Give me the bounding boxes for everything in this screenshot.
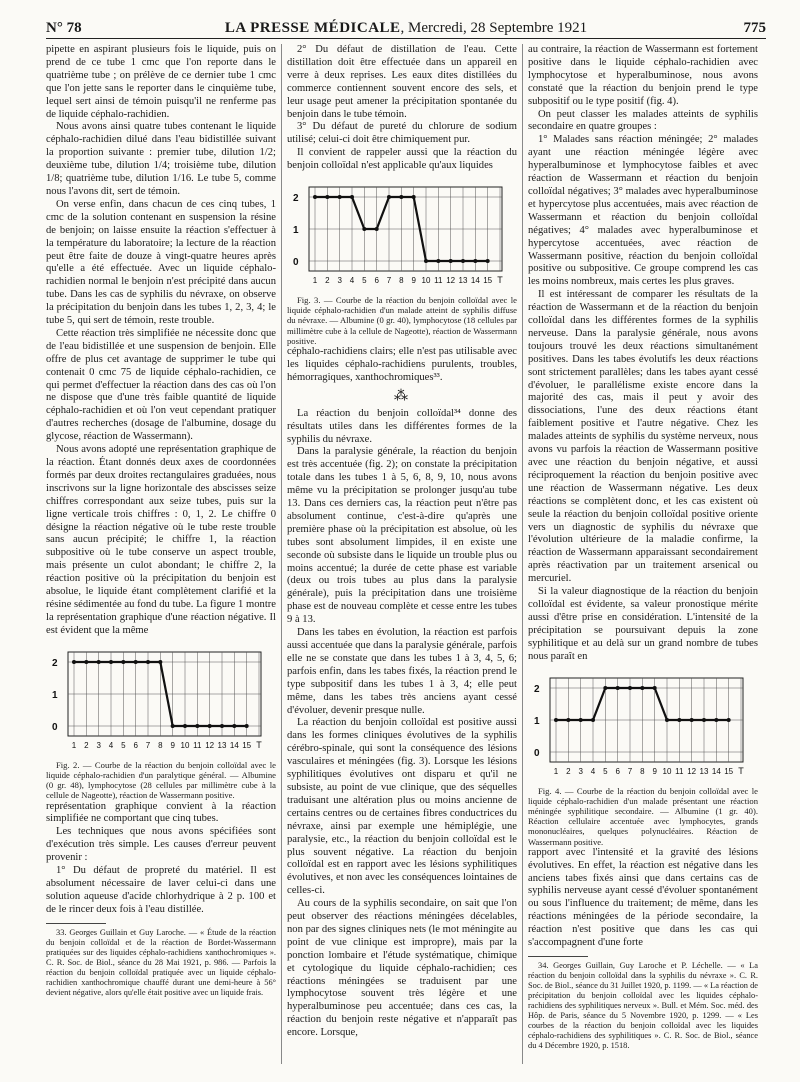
figure-2 [46, 644, 276, 756]
x-tick-label: 11 [675, 766, 684, 776]
paragraph: 1° Du défaut de propreté du matériel. Il est absolument nécessaire de laver celui-ci dans une solution aqueuse d'acide chlorhydrique à 2 p. 100 et de le rincer deux fois à l'eau distillée. [46, 865, 276, 915]
data-point [640, 686, 644, 690]
data-point [171, 724, 175, 728]
x-tick-label: 14 [711, 766, 721, 776]
y-tick-label: 1 [293, 225, 299, 237]
x-tick-label: 15 [242, 740, 252, 750]
x-tick-label: 13 [699, 766, 709, 776]
x-tick-label: 14 [470, 276, 480, 286]
paragraph: On verse enfin, dans chacun de ces cinq tubes, 1 cmc de la solution contenant en suspension la résine de benjoin; on laisse ensuite la réaction s'effectuer à la température du laboratoire; la lecture de la réaction peut être faite de douze à vingt-quatre heures après qu'elle a été effectuée. Avec un liquide céphalo-rachidien normal le benjoin n'est précipité dans aucun tube. Dans les cas de syphilis du névraxe, on observe la précipitation du benjoin dans les tubes 1, 2, 3, 4; le tube 5, qui sert de témoin, reste trouble. [46, 198, 276, 327]
paragraph: La réaction du benjoin colloïdal est positive aussi dans les formes cliniques évolutives de la syphilis cérébro-spinale, qui sont la conséquence des lésions vasculaires et méningées (fig. 3). Lorsque les lésions syphilitiques évolutives ont disparu et qu'il ne subsiste, au point de vue clinique, que des séquelles traduisant une altération plus ou moins ancienne de certains centres ou de certaines fibres conductrices du névraxe, ainsi par exemple une hémiplégie, une paralysie, etc., la réaction du benjoin colloïdal est le plus souvent négative. La réaction du benjoin colloïdal est en rapport avec les lésions syphilitiques évolutives, et non avec les conséquences lointaines de celles-ci. [287, 717, 517, 897]
paragraph: Dans les tabes en évolution, la réaction est parfois aussi accentuée que dans la paralysie générale, parfois elle ne se constate que dans les tubes 1 à 3, 4, 5, 6; parfois enfin, dans les tabes fixés, la réaction prend le type subpositif dans les tubes 1 à 3, 4; elle peut même, dans les tabes très anciens ayant cessé d'évoluer, devenir presque nulle. [287, 627, 518, 716]
column-separator [281, 44, 282, 1064]
y-tick-label: 0 [534, 747, 540, 759]
page-header [46, 14, 766, 40]
data-point [245, 724, 249, 728]
data-point [591, 718, 595, 722]
data-point [72, 660, 76, 664]
x-tick-label: 3 [578, 766, 583, 776]
x-tick-label: 1 [553, 766, 559, 776]
figure-2-chart [46, 644, 276, 756]
paragraph: 3° Du défaut de pureté du chlorure de sodium utilisé; celui-ci doit être chimiquement pur. [287, 121, 517, 146]
data-point [461, 259, 465, 263]
data-point [158, 660, 162, 664]
data-point [134, 660, 138, 664]
paragraph: Dans la paralysie générale, la réaction du benjoin est très accentuée (fig. 2); on constate la précipitation totale dans les tubes 1 à 5, 6, 8, 9, 10, nous avons même vu la précipitation se prolonger jusqu'au tube 13. Dans ces derniers cas, la réaction peut n'être pas absolument continue, c'est-à-dire qu'après une première phase où la précipitation est absolue, où les tubes sont absolument limpides, il en existe une seconde où subsiste dans le liquide un trouble plus ou moins accentué; la durée de cette phase est variable (deux ou trois tubes au plus dans la paralysie générale), puis la précipitation dans une troisième phase est de nouveau complète et cesse entre les tubes 9 à 13. [287, 446, 517, 626]
y-tick-label: 1 [52, 689, 58, 701]
data-point [424, 259, 428, 263]
x-tick-label: 8 [399, 276, 404, 286]
x-tick-label: 5 [603, 766, 608, 776]
data-point [665, 718, 669, 722]
x-tick-label: 2 [566, 766, 571, 776]
x-tick-label-control: T [497, 275, 503, 286]
data-point [690, 718, 694, 722]
x-tick-label: 12 [687, 766, 697, 776]
x-tick-label: 14 [229, 740, 239, 750]
x-tick-label: 4 [108, 740, 114, 750]
data-point [702, 718, 706, 722]
paragraph: 2° Du défaut de distillation de l'eau. Cette distillation doit être effectuée dans un appareil en verre à deux reprises. Les eaux dites distillées du commerce contiennent souvent encore des sels, et leur usage peut amener la précipitation spontanée du benjoin dans le tube témoin. [287, 44, 517, 120]
x-tick-label: 13 [217, 740, 227, 750]
x-tick-label: 12 [446, 276, 456, 286]
y-tick-label: 2 [293, 193, 299, 205]
x-tick-label: 5 [121, 740, 126, 750]
data-point [338, 195, 342, 199]
x-tick-label: 4 [349, 276, 355, 286]
page-number: 775 [743, 20, 766, 36]
paragraph: Cette réaction très simplifiée ne nécessite donc que de l'eau bidistillée et une suspension de benjoin. Elle offre de plus cet avantage de supprimer le tube qui contenait 0 cmc 75 de liquide céphalo-rachidien, ce qui permet d'effectuer la réaction dans des cas où l'on ne dispose que d'une très faible quantité de liquide céphalo-rachidien et où l'on veut cependant pratiquer d'autres recherches (dosage de l'albumine, dosage du glycose, réaction de Wassermann). [46, 327, 276, 443]
y-tick-label: 0 [293, 257, 299, 269]
data-point [84, 660, 88, 664]
data-point [121, 660, 125, 664]
figure-3-chart [287, 179, 517, 291]
paragraph: Nous avons adopté une représentation graphique de la réaction. Étant donnés deux axes de coordonnées formés par deux droites rectangulaires graduées, nous inscrivons sur la ligne horizontale des abscisses seize chiffres correspondant aux seize tubes, puis sur la ligne verticale trois chiffres : 0, 1, 2. Le chiffre 0 désigne la réaction négative où le tube reste trouble sans aucun précipité; le chiffre 1, la réaction subpositive où le tube conserve un aspect trouble, mais présente un culot abondant; le chiffre 2, la réaction positive où la précipitation du benjoin est absolue, le liquide étant complètement clarifié et la résine sédimentée au fond du tube. La figure 1 montre la représentation graphique d'une réaction négative. Il est évident que la même [46, 444, 276, 636]
data-point [208, 724, 212, 728]
x-tick-label: 10 [421, 276, 431, 286]
paragraph: La réaction du benjoin colloïdal³⁴ donne des résultats utiles dans les différentes formes de la syphilis du névraxe. [287, 407, 517, 445]
x-tick-label: 6 [615, 766, 620, 776]
x-tick-label: 4 [590, 766, 596, 776]
data-point [362, 227, 366, 231]
x-tick-label: 10 [180, 740, 190, 750]
y-tick-label: 1 [534, 715, 540, 727]
data-point [554, 718, 558, 722]
x-tick-label: 11 [434, 276, 443, 286]
y-tick-label: 2 [534, 683, 540, 695]
x-tick-label: 8 [158, 740, 163, 750]
x-tick-label: 13 [458, 276, 468, 286]
column-separator [522, 44, 523, 1064]
x-tick-label: 6 [374, 276, 379, 286]
data-point [603, 686, 607, 690]
y-tick-label: 2 [52, 657, 58, 669]
x-tick-label: 7 [145, 740, 151, 750]
x-tick-label: 2 [325, 276, 330, 286]
data-point [220, 724, 224, 728]
x-tick-label: 15 [483, 276, 493, 286]
figure-2-caption: Fig. 2. — Courbe de la réaction du benjoin colloïdal avec le liquide céphalo-rachidien d'un paralytique général. — Albumine (0 gr. 48), lymphocytose (28 cellules par millimètre cube à la cellule de Nageotte), réaction de Wassermann positive. [46, 759, 276, 801]
paragraph: céphalo-rachidiens clairs; elle n'est pas utilisable avec les liquides céphalo-rachidiens purulents, troubles, hémorragiques, xanthochromiques³³. [287, 346, 517, 383]
data-point [387, 195, 391, 199]
x-tick-label: 15 [724, 766, 734, 776]
x-tick-label: 7 [627, 766, 633, 776]
data-point [566, 718, 570, 722]
data-point [97, 660, 101, 664]
paragraph: rapport avec l'intensité et la gravité des lésions évolutives. En effet, la réaction est négative dans les anciens tabes fixés ainsi que dans certains cas de syphilis nerveuse ayant cessé d'évoluer spontanément ou sous l'influence du traitement; de même, dans les réactions méningées de la période secondaire, la réaction n'est positive que dans les cas qui s'accompagnent d'une forte [528, 846, 758, 949]
x-tick-label: 3 [337, 276, 342, 286]
section-asterism: ⁂ [394, 388, 410, 404]
data-point [325, 195, 329, 199]
figure-4-caption: Fig. 4. — Courbe de la réaction du benjoin colloïdal avec le liquide céphalo-rachidien d'un malade présentant une réaction méningée syphilitique secondaire. — Albumine (1 gr. 40). Réaction cellulaire accentuée avec lymphocytes, grands mononucléaires, quelques polynucléaires. Réaction de Wassermann positive. [528, 785, 758, 847]
x-tick-label: 1 [312, 276, 318, 286]
paragraph: On peut classer les malades atteints de syphilis secondaire en quatre groupes : [528, 108, 758, 133]
data-point [195, 724, 199, 728]
x-tick-label-control: T [738, 765, 744, 776]
paragraph: Les techniques que nous avons spécifiées sont d'exécution très simple. Les causes d'erreur peuvent provenir : [46, 826, 276, 864]
paragraph: Il est intéressant de comparer les résultats de la réaction de Wassermann et de la réaction du benjoin colloïdal dans les différentes formes de la syphilis nerveuse. Dans la paralysie générale, nous avons toujours trouvé les deux réactions simultanément positives. Dans les tabes évolutifs les deux réactions sont strictement parallèles; dans les tabes ayant cessé d'évoluer, le parallélisme existe encore dans la majorité des cas, mais il peut y avoir des dissociations, l'une des deux réactions étant faiblement positive et l'autre négative. Chez les malades atteints de syphilis du système nerveux, nous avons vu parfois la réaction de Wassermann positive avec une réaction du benjoin négative, et aussi réciproquement la réaction du benjoin positive avec une réaction de Wassermann négative. Les deux réactions se complètent donc, et les cas existent où seule la réaction du benjoin colloïdal positive oriente vers un diagnostic de syphilis du névraxe que l'évolution ultérieure de la maladie confirme, la réaction de Wassermann apparaissant secondairement après réactivation par un traitement arsenical ou mercuriel. [528, 289, 758, 585]
journal-masthead [46, 20, 766, 37]
x-tick-label: 7 [386, 276, 392, 286]
data-point [350, 195, 354, 199]
x-tick-label: 1 [71, 740, 77, 750]
x-tick-label: 9 [652, 766, 657, 776]
x-tick-label: 11 [193, 740, 202, 750]
x-tick-label: 9 [170, 740, 175, 750]
data-point [399, 195, 403, 199]
x-tick-label: 6 [133, 740, 138, 750]
data-point [412, 195, 416, 199]
data-point [616, 686, 620, 690]
x-tick-label: 3 [96, 740, 101, 750]
paragraph: Si la valeur diagnostique de la réaction du benjoin colloïdal est évidente, sa valeur pronostique mérite aussi d'être prise en considération. L'intensité de la précipitation se poursuivant depuis la zone syphilitique et au delà sur un grand nombre de tubes nous paraît en [528, 586, 758, 662]
paragraph: Il convient de rappeler aussi que la réaction du benjoin colloïdal n'est applicable qu'aux liquides [287, 147, 517, 172]
figure-3-caption: Fig. 3. — Courbe de la réaction du benjoin colloïdal avec le liquide céphalo-rachidien d'un malade atteint de syphilis diffuse du névraxe. — Albumine (0 gr. 40), lymphocytose (18 cellules par millimètre cube à la cellule de Nageotte), réaction de Wassermann positive. [287, 295, 517, 346]
paragraph: Au cours de la syphilis secondaire, on sait que l'on peut observer des réactions méningées décelables, non par des signes cliniques nets (le mot méningite au point de vue clinique est impropre), mais par la ponction lombaire et l'étude systématique, chimique et cytologique du liquide céphalo-rachidien; ces réactions méningées se traduisent par une lymphocytose souvent très légère et une hyperalbuminose peu accentuée; dans ces cas, la réaction du benjoin reste négative et n'apparaît pas encore. Lorsque, [287, 898, 517, 1039]
data-point [579, 718, 583, 722]
issue-date: , Mercredi, 28 Septembre 1921 [400, 20, 588, 36]
x-tick-label: 8 [640, 766, 645, 776]
data-point [677, 718, 681, 722]
x-tick-label-control: T [256, 739, 262, 750]
x-tick-label: 2 [84, 740, 89, 750]
paragraph: Nous avons ainsi quatre tubes contenant le liquide céphalo-rachidien dilué dans l'eau bidistillée suivant la proportion suivante : premier tube, dilution 1/2; deuxième tube, dilution 1/4; troisième tube, dilution 1/8; quatrième tube, dilution 1/16. Le tube 5, comme nous l'avons dit, sert de témoin. [46, 121, 276, 197]
data-point [313, 195, 317, 199]
paragraph: au contraire, la réaction de Wassermann est fortement positive dans le liquide céphalo-rachidien avec lymphocytose et hyperalbuminose, nous avons constaté que la réaction du benjoin prend le type subpositif ou le type positif (fig. 4). [528, 44, 758, 107]
data-point [146, 660, 150, 664]
data-point [449, 259, 453, 263]
figure-4-chart [528, 670, 758, 782]
data-point [473, 259, 477, 263]
data-point [653, 686, 657, 690]
data-point [727, 718, 731, 722]
column-3 [528, 44, 758, 1051]
data-point [183, 724, 187, 728]
paragraph: pipette en aspirant plusieurs fois le liquide, puis on prend de ce tube 1 cmc que l'on reporte dans le quatrième tube ; on prélève de ce dernier tube 1 cmc que l'on jette sans le reporter dans le cinquième tube, lequel sert ainsi de témoin puisqu'il ne renferme pas de liquide céphalo-rachidien. [46, 44, 276, 120]
data-point [109, 660, 113, 664]
data-point [436, 259, 440, 263]
data-point [375, 227, 379, 231]
footnote-rule [46, 923, 106, 924]
x-tick-label: 9 [411, 276, 416, 286]
issue-number: N° 78 [46, 20, 82, 36]
data-point [628, 686, 632, 690]
footnote-34: 34. Georges Guillain, Guy Laroche et P. Léchelle. — « La réaction du benjoin colloïdal dans la syphilis du névraxe ». C. R. Soc. de Biol., séance du 31 Juillet 1920, p. 1199. — « La réaction de précipitation du benjoin colloïdal avec les liquides céphalo-rachidiens des syphilitiques nerveux ». Bull. et Mém. Soc. méd. des Hôp. de Paris, séance du 5 Novembre 1920, p. 1299. — « Les courbes de la réaction du benjoin colloïdal avec les liquides céphalo-rachidiens des syphilitiques ». C. R. Soc. de Biol., séance du 4 Décembre 1920, p. 1518. [528, 960, 758, 1050]
x-tick-label: 12 [205, 740, 215, 750]
header-rule [46, 38, 766, 39]
data-point [232, 724, 236, 728]
y-tick-label: 0 [52, 721, 58, 733]
x-tick-label: 5 [362, 276, 367, 286]
x-tick-label: 10 [662, 766, 672, 776]
footnote-33: 33. Georges Guillain et Guy Laroche. — « Étude de la réaction du benjoin colloïdal et de la réaction de Bordet-Wassermann pratiquées sur des liquides céphalo-rachidiens xanthochromiques ». C. R. Soc. de Biol., séance du 28 Mai 1921, p. 986. — Parfois la réaction du benjoin colloïdal pratiquée avec un liquide céphalo-rachidien xanthochromique chauffé durant une demi-heure à 56° devient négative, alors qu'elle était positive avec un liquide frais. [46, 927, 276, 997]
column-2 [287, 44, 517, 1040]
paragraph: représentation graphique convient à la réaction simplifiée ne comportant que cinq tubes. [46, 800, 276, 825]
column-1 [46, 44, 276, 998]
data-point [714, 718, 718, 722]
journal-title: LA PRESSE MÉDICALE [224, 20, 401, 36]
footnote-rule [528, 956, 588, 957]
figure-4 [528, 670, 758, 782]
paragraph: 1° Malades sans réaction méningée; 2° malades ayant une réaction méningée légère avec hyperalbuminose et lymphocytose faibles et avec réaction de Wassermann et réaction du benjoin colloïdal négatives; 3° malades avec hyperalbuminose et hypercytose plus accentuées, mais avec réaction de Wassermann et réaction du benjoin colloïdal négatives; 4° malades avec hyperalbuminose et hypercytose accentuées, avec réaction de Wassermann positive, réaction du benjoin colloïdal positive ou subpositive. Ce groupe comprend les cas les moins nombreux, mais certes les plus graves. [528, 134, 758, 288]
data-point [486, 259, 490, 263]
figure-3 [287, 179, 517, 291]
